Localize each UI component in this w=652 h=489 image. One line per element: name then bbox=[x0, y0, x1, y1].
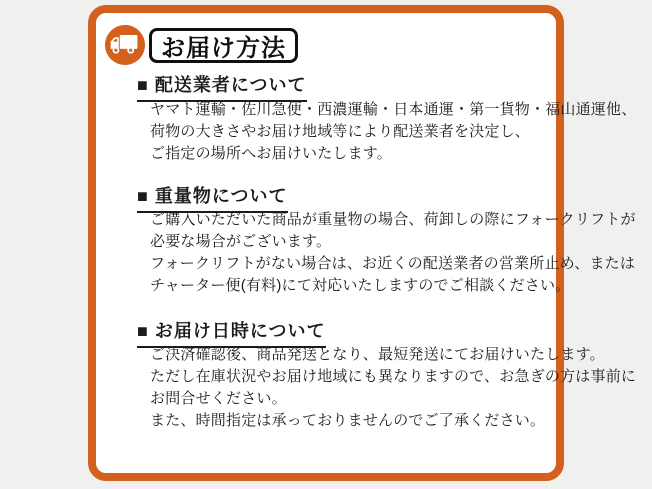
text-line: フォークリフトがない場合は、お近くの配送業者の営業所止め、または bbox=[150, 255, 636, 272]
text-line: チャーター便(有料)にて対応いたしますのでご相談ください。 bbox=[150, 277, 571, 294]
text-line: また、時間指定は承っておりませんのでご了承ください。 bbox=[150, 412, 546, 429]
section-body-carriers bbox=[150, 99, 636, 165]
section-heading-carriers: ■ 配送業者について bbox=[137, 71, 307, 102]
delivery-info-panel bbox=[88, 5, 637, 481]
section-heading-heavy-items: ■ 重量物について bbox=[137, 182, 288, 213]
text-line: ご決済確認後、商品発送となり、最短発送にてお届けいたします。 bbox=[150, 346, 605, 363]
page-title: お届け方法 bbox=[149, 28, 298, 63]
text-line: お問合せください。 bbox=[150, 390, 287, 407]
section-heading-delivery-date: ■ お届け日時について bbox=[137, 317, 326, 348]
text-line: 荷物の大きさやお届け地域等により配送業者を決定し、 bbox=[150, 123, 531, 140]
text-line: ご指定の場所へお届けいたします。 bbox=[150, 145, 393, 162]
text-line: ヤマト運輸・佐川急便・西濃運輸・日本通運・第一貨物・福山通運他、 bbox=[150, 101, 637, 118]
truck-icon bbox=[104, 24, 146, 66]
text-line: ご購入いただいた商品が重量物の場合、荷卸しの際にフォークリフトが bbox=[150, 211, 636, 228]
section-body-delivery-date bbox=[150, 344, 636, 432]
section-body-heavy-items bbox=[150, 209, 636, 297]
text-line: 必要な場合がございます。 bbox=[150, 233, 332, 250]
text-line: ただし在庫状況やお届け地域にも異なりますので、お急ぎの方は事前に bbox=[150, 368, 637, 385]
